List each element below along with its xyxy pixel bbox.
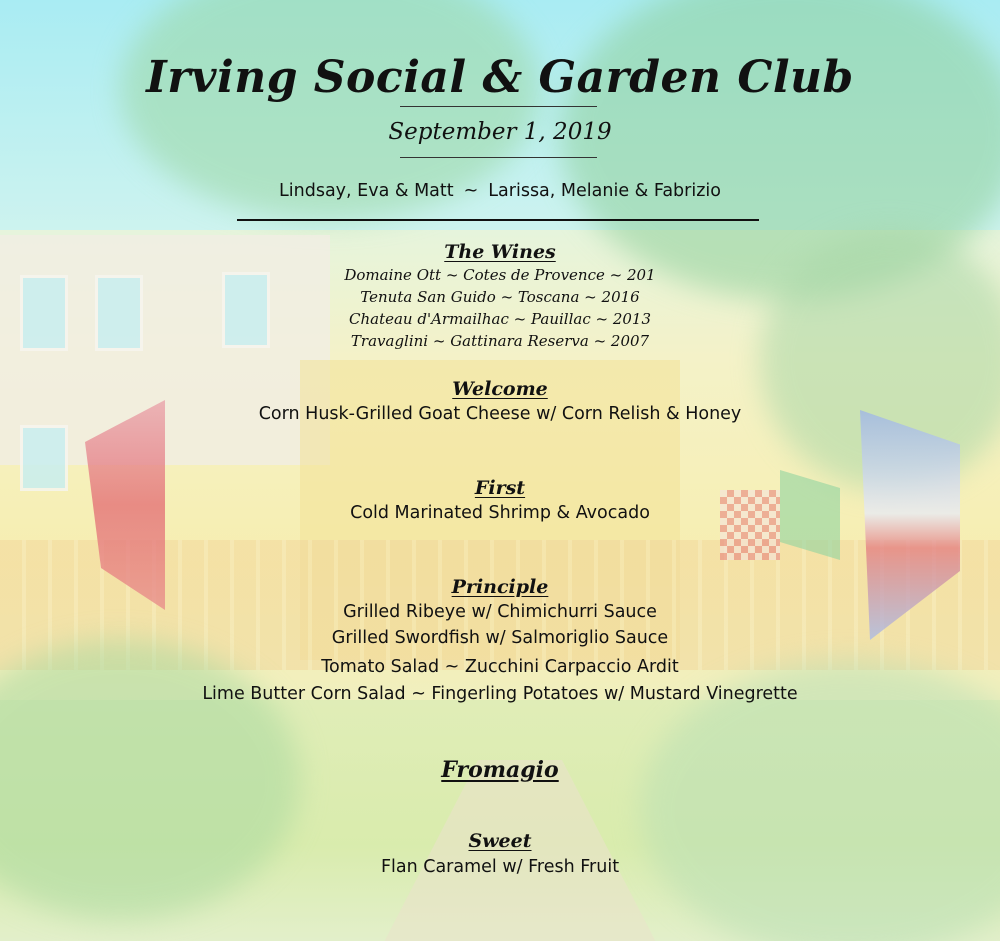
dish-item: Lime Butter Corn Salad ~ Fingerling Potatoes w/ Mustard Vinegrette bbox=[202, 684, 798, 704]
dish-item: Corn Husk-Grilled Goat Cheese w/ Corn Relish & Honey bbox=[258, 404, 742, 424]
dish-item: Grilled Ribeye w/ Chimichurri Sauce bbox=[343, 602, 657, 622]
dish-item: Cold Marinated Shrimp & Avocado bbox=[350, 503, 650, 523]
event-date: September 1, 2019 bbox=[388, 119, 612, 145]
date-divider bbox=[400, 157, 597, 158]
dish-item: Tomato Salad ~ Zucchini Carpaccio Ardit bbox=[321, 657, 679, 677]
wine-item: Chateau d'Armailhac ~ Pauillac ~ 2013 bbox=[349, 310, 651, 328]
hosts-right: Larissa, Melanie & Fabrizio bbox=[488, 181, 721, 201]
section-heading-welcome: Welcome bbox=[452, 378, 548, 400]
dish-item: Flan Caramel w/ Fresh Fruit bbox=[380, 857, 620, 877]
title-divider bbox=[400, 106, 597, 107]
menu-title: Irving Social & Garden Club bbox=[146, 52, 854, 103]
wine-item: Tenuta San Guido ~ Toscana ~ 2016 bbox=[360, 288, 640, 306]
wine-item: Domaine Ott ~ Cotes de Provence ~ 201 bbox=[344, 266, 656, 284]
section-heading-first: First bbox=[474, 477, 526, 499]
header-divider bbox=[237, 219, 759, 221]
dish-item: Grilled Swordfish w/ Salmoriglio Sauce bbox=[331, 628, 669, 648]
section-heading-principle: Principle bbox=[451, 576, 549, 598]
hosts-line bbox=[0, 178, 1000, 204]
section-heading-sweet: Sweet bbox=[468, 830, 532, 852]
hosts-left: Lindsay, Eva & Matt bbox=[279, 181, 454, 201]
hosts-separator: ~ bbox=[463, 181, 479, 201]
section-heading-wines: The Wines bbox=[444, 241, 556, 263]
wine-item: Travaglini ~ Gattinara Reserva ~ 2007 bbox=[350, 332, 650, 350]
section-heading-fromagio: Fromagio bbox=[441, 757, 559, 783]
